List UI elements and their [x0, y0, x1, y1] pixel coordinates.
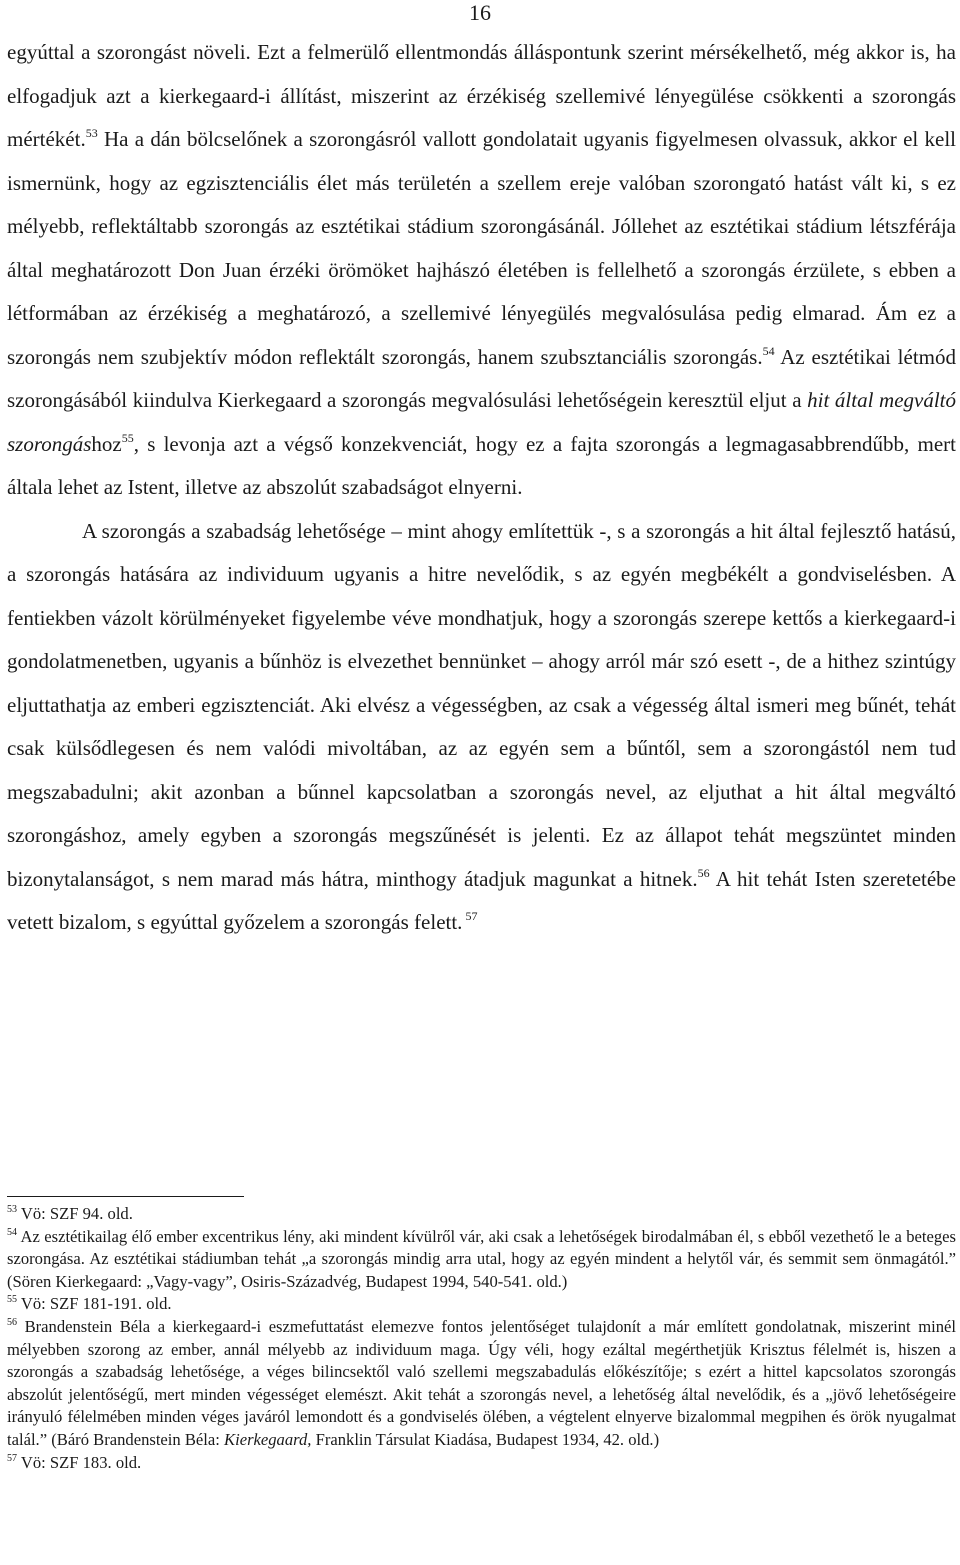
emphasis-phrase: hit által megváltó szorongás — [7, 388, 956, 456]
footnote-54 — [7, 1226, 956, 1294]
paragraph-1-text: hoz — [91, 431, 122, 456]
footnote-text: Az esztétikailag élő ember excentrikus lény, aki mindent kívülről vár, aki csak a lehetőségek birodalmában él, s ebből vezethető le a beteges szorongása. Az esztétikai stádiumban tehát „a szorongás mindig arra utal, hogy az egyén mindent a helytől vár, és semmit sem önmagától.” (Sören Kierkegaard: „Vagy-vagy”, Osiris-Századvég, Budapest 1994, 540-541. old.) — [7, 1226, 956, 1291]
paragraph-1-text: Az esztétikai létmód szorongásából kiindulva Kierkegaard a szorongás megvalósulási lehetőségein keresztül eljut a — [7, 344, 956, 412]
footnote-number: 53 — [7, 1204, 17, 1215]
footnote-53 — [7, 1203, 956, 1226]
footnote-number: 57 — [7, 1452, 17, 1464]
footnote-number: 56 — [7, 1316, 17, 1328]
paragraph-2-text: A szorongás a szabadság lehetősége – mint ahogy említettük -, s a szorongás a hit által fejlesztő hatású, a szorongás hatására az individuum ugyanis a hitre nevelődik, s az egyén megbékélt a gondviselésben. A fentiekben vázolt körülményeket figyelembe véve mondhatjuk, hogy a szorongás szerepe kettős a kierkegaard-i gondolatmenetben, ugyanis a bűnhöz is elvezethet bennünket – ahogy arról már szó esett -, de a hithez szintúgy eljuttathatja az emberi egzisztenciát. Aki elvész a végességben, az csak a végesség által ismeri meg bűnét, tehát csak külsődlegesen és nem valódi mivoltában, az az egyén sem a bűntől, sem a szorongástól nem tud megszabadulni; akit azonban a bűnnel kapcsolatban a szorongás nevel, az eljuthat a hit által megváltó szorongáshoz, amely egyben a szorongás megszűnését is jelenti. Ez az állapot tehát megszüntet minden bizonytalanságot, s nem marad más hátra, minthogy átadjuk magunkat a hitnek. — [7, 518, 956, 891]
paragraph-1 — [7, 31, 956, 510]
footnote-ref-54[interactable]: 54 — [762, 343, 775, 358]
footnote-text: Vö: SZF 94. old. — [17, 1204, 133, 1223]
paragraph-1-text: , s levonja azt a végső konzekvenciát, hogy ez a fajta szorongás a legmagasabbrendűbb, mert általa lehet az Istent, illetve az abszolút szabadságot elnyerni. — [7, 431, 956, 499]
footnote-ref-53[interactable]: 53 — [85, 126, 98, 140]
page-number: 16 — [469, 0, 491, 25]
footnote-57 — [7, 1452, 956, 1475]
footnotes — [7, 1196, 956, 1474]
paragraph-1-text: egyúttal a szorongást növeli. Ezt a felmerülő ellentmondás álláspontunk szerint mérsékelhető, még akkor is, ha elfogadjuk azt a kierkegaard-i állítást, miszerint az érzékiség szellemivé lényegülése csökkenti a szorongás mértékét. — [7, 40, 956, 151]
book-title: Kierkegaard, — [224, 1429, 312, 1449]
footnote-number: 54 — [7, 1226, 17, 1238]
footnote-ref-56[interactable]: 56 — [697, 865, 710, 880]
footnote-ref-57[interactable]: 57 — [462, 909, 478, 923]
footnote-56 — [7, 1316, 956, 1452]
footnote-text: Franklin Társulat Kiadása, Budapest 1934, 42. old.) — [311, 1429, 660, 1449]
footnote-text: Vö: SZF 181-191. old. — [17, 1294, 172, 1314]
footnote-55 — [7, 1293, 956, 1316]
footnote-text: Vö: SZF 183. old. — [17, 1452, 142, 1472]
footnote-text: Brandenstein Béla a kierkegaard-i eszmefuttatást elemezve fontos jelentőséget tulajdonít a már említett gondolatnak, miszerint minél mélyebben szorong az ember, annál mélyebb az individuum maga. Úgy véli, hogy ezáltal megérthetjük Krisztus félelmét is, hiszen a szorongás a szabadság lehetősége, a véges bilincsektől való szellemi megszabadulás előkészítője; s ezért a hittel kapcsolatos szorongás abszolút jelentőségű, mert minden végességet elemészt. Akit tehát a szorongás nevel, a lehetőség által nevelődik, és a „jövő lehetőségeire irányuló félelmében minden véges javáról lemondott és a gondviselés ölében, a végtelent elnyerve bizalommal megpihen és örök nyugalmat talál.” (Báró Brandenstein Béla: — [7, 1316, 956, 1449]
footnote-number: 55 — [7, 1294, 17, 1306]
paragraph-2 — [7, 510, 956, 945]
footnote-divider — [7, 1196, 244, 1197]
body-text — [7, 31, 956, 945]
footnote-ref-55[interactable]: 55 — [121, 430, 134, 445]
paragraph-2-text: A hit tehát Isten szeretetébe vetett bizalom, s egyúttal győzelem a szorongás felett. — [7, 866, 956, 934]
paragraph-1-text: Ha a dán bölcselőnek a szorongásról vallott gondolatait ugyanis figyelmesen olvassuk, akkor el kell ismernünk, hogy az egzisztenciális élet más területén a szellem ereje valóban szorongató hatást vált ki, s ez mélyebb, reflektáltabb szorongás az esztétikai stádium szorongásánál. Jóllehet az esztétikai stádium létszférája által meghatározott Don Juan érzéki örömöket hajhászó életében is fellelhető a szorongás érzülete, s ebben a létformában az érzékiség a meghatározó, a szellemivé lényegülés megvalósulása pedig elmarad. Ám ez a szorongás nem szubjektív módon reflektált szorongás, hanem szubsztanciális szorongás. — [7, 127, 956, 369]
